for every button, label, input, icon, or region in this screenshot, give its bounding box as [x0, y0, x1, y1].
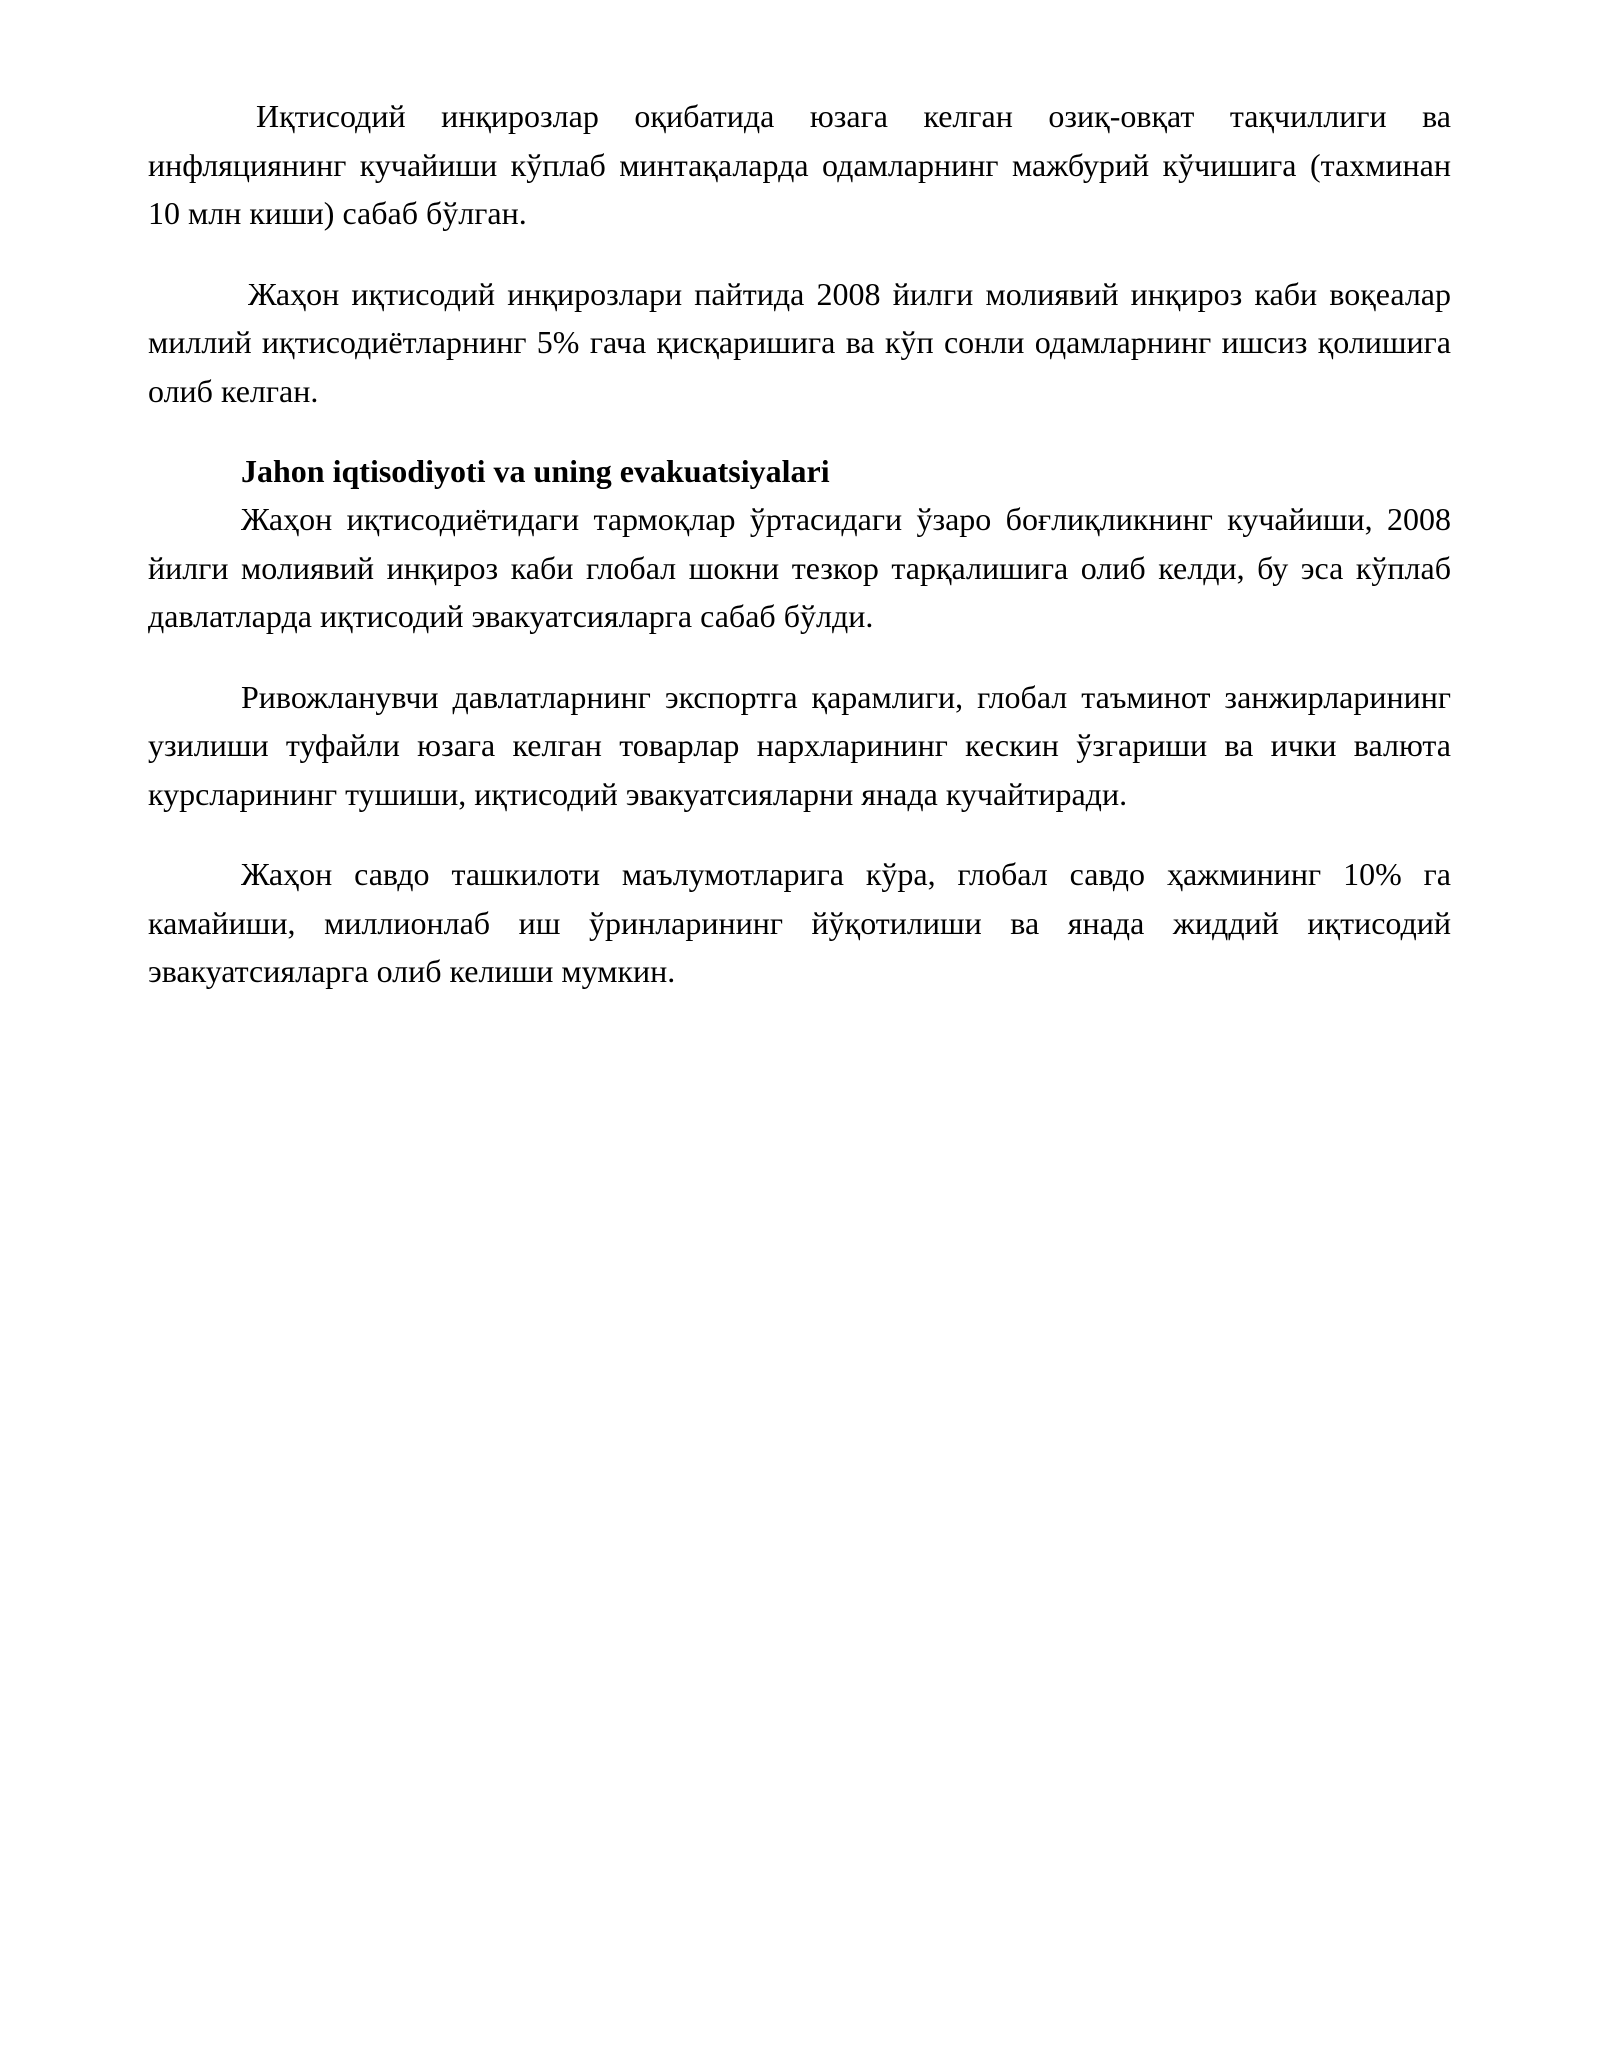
section-heading: Jahon iqtisodiyoti va uning evakuatsiyalari	[241, 453, 830, 489]
paragraph-interdependence: Жаҳон иқтисодиётидаги тармоқлар ўртасидаги ўзаро боғлиқликнинг кучайиши, 2008 йилги молиявий инқироз каби глобал шокни тезкор тарқалишига олиб келди, бу эса кўплаб давлатларда иқтисодий эвакуатсияларга сабаб бўлди.	[148, 501, 1451, 634]
document-body	[148, 92, 1451, 996]
paragraph-export-dependence: Ривожланувчи давлатларнинг экспортга қарамлиги, глобал таъминот занжирларининг узилиши туфайли юзага келган товарлар нархларининг кескин ўзгариши ва ички валюта курсларининг тушиши, иқтисодий эвакуатсияларни янада кучайтиради.	[148, 678, 1451, 812]
paragraph-2008-crisis: Жаҳон иқтисодий инқирозлари пайтида 2008 йилги молиявий инқироз каби воқеалар миллий иқтисодиётларнинг 5% гача қисқаришига ва кўп сонли одамларнинг ишсиз қолишига олиб келган.	[148, 275, 1451, 409]
paragraph-wto-data: Жаҳон савдо ташкилоти маълумотларига кўра, глобал савдо ҳажмининг 10% га камайиши, миллионлаб иш ўринларининг йўқотилиши ва янада жиддий иқтисодий эвакуатсияларга олиб келиши мумкин.	[148, 856, 1451, 989]
paragraph-food-shortage: Иқтисодий инқирозлар оқибатида юзага келган озиқ-овқат тақчиллиги ва инфляциянинг кучайиши кўплаб минтақаларда одамларнинг мажбурий кўчишига (тахминан 10 млн киши) сабаб бўлган.	[148, 98, 1451, 231]
